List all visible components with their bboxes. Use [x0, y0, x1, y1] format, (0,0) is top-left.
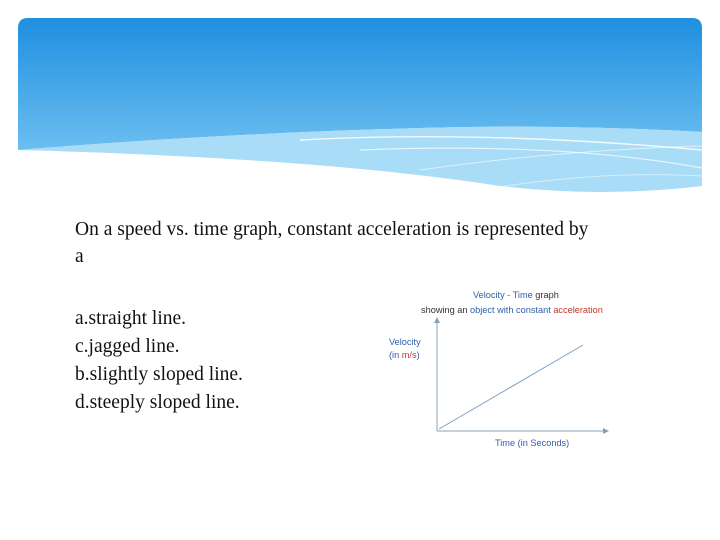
y-axis-label-line2: (in m/s): [389, 350, 420, 360]
header-banner: [0, 0, 720, 200]
x-axis-label: Time (in Seconds): [495, 438, 570, 448]
answer-option-c[interactable]: c.jagged line.: [75, 336, 180, 357]
velocity-line: [439, 345, 583, 429]
question-text: On a speed vs. time graph, constant acceleration is represented by a: [75, 219, 589, 267]
answer-option-b[interactable]: b.slightly sloped line.: [75, 364, 243, 385]
y-axis-arrow-icon: [434, 317, 440, 323]
graph-title: Velocity - Time graph: [473, 290, 559, 300]
x-axis-arrow-icon: [603, 428, 609, 434]
answer-option-d[interactable]: d.steeply sloped line.: [75, 392, 240, 413]
graph-subtitle: showing an object with constant acceleration: [421, 305, 603, 315]
answer-option-a[interactable]: a.straight line.: [75, 308, 187, 329]
y-axis-label-line1: Velocity: [389, 337, 421, 347]
velocity-time-graph: [385, 285, 625, 455]
